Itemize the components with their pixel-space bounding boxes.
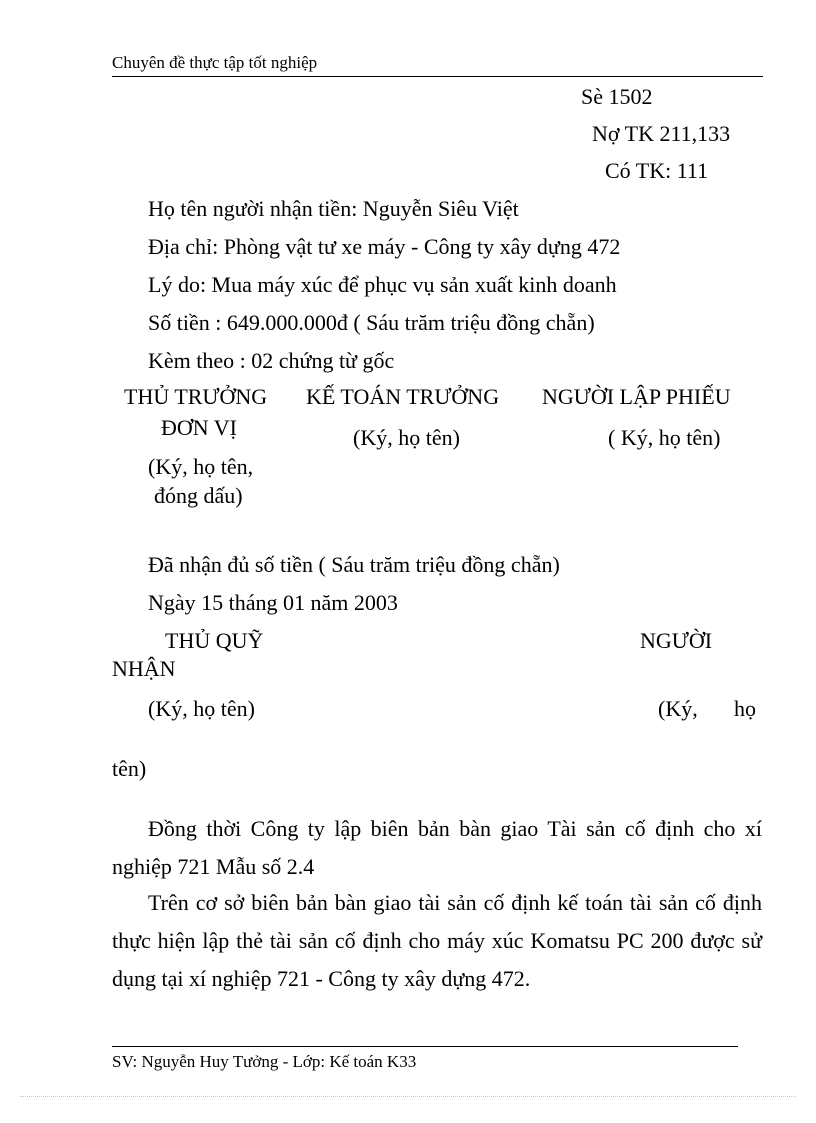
recipient-line: Họ tên người nhận tiền: Nguyễn Siêu Việt: [148, 196, 519, 221]
footer-rule: [112, 1046, 738, 1047]
sig-preparer-title: NGƯỜI LẬP PHIẾU: [542, 384, 731, 409]
address-line: Địa chỉ: Phòng vật tư xe máy - Công ty xây dựng 472: [148, 234, 621, 259]
voucher-number: Sè 1502: [581, 84, 653, 109]
sig-preparer-note: ( Ký, họ tên): [608, 425, 721, 450]
receiver-title-part1: NGƯỜI: [640, 628, 713, 653]
paragraph-handover: Đồng thời Công ty lập biên bản bàn giao Tài sản cố định cho xí nghiệp 721 Mẫu số 2.4: [112, 816, 762, 879]
header-rule: [112, 76, 763, 77]
sig-head-note-1: (Ký, họ tên,: [148, 454, 254, 479]
sig-head-note-2: đóng dấu): [154, 483, 243, 508]
receiver-note-part3: tên): [112, 756, 147, 781]
receiver-note-part1: (Ký,: [658, 696, 698, 721]
paragraph-asset-card: Trên cơ sở biên bản bàn giao tài sản cố định kế toán tài sản cố định thực hiện lập thẻ tài sản cố định cho máy xúc Komatsu PC 200 được sử dụng tại xí nghiệp 721 - Công ty xây dựng 472.: [112, 890, 762, 991]
receiver-note-part2: họ: [734, 696, 756, 721]
page-edge-dotted-line: [20, 1096, 796, 1097]
page-header-title: Chuyên đề thực tập tốt nghiệp: [112, 53, 318, 72]
cashier-note: (Ký, họ tên): [148, 696, 255, 721]
voucher-credit: Có TK: 111: [605, 158, 709, 183]
amount-line: Số tiền : 649.000.000đ ( Sáu trăm triệu đồng chẵn): [148, 310, 595, 335]
sig-chief-note: (Ký, họ tên): [353, 425, 460, 450]
reason-line: Lý do: Mua máy xúc để phục vụ sản xuất kinh doanh: [148, 272, 617, 297]
receiver-title-part2: NHẬN: [112, 656, 176, 681]
footer-text: SV: Nguyễn Huy Tưởng - Lớp: Kế toán K33: [112, 1052, 417, 1071]
attached-line: Kèm theo : 02 chứng từ gốc: [148, 348, 395, 373]
received-line: Đã nhận đủ số tiền ( Sáu trăm triệu đồng chẵn): [148, 552, 560, 577]
sig-chief-title: KẾ TOÁN TRƯỞNG: [306, 384, 500, 409]
sig-head-title-2: ĐƠN VỊ: [161, 415, 237, 440]
sig-head-title-1: THỦ TRƯỞNG: [124, 384, 268, 409]
date-line: Ngày 15 tháng 01 năm 2003: [148, 590, 398, 615]
cashier-title: THỦ QUỸ: [165, 628, 264, 653]
voucher-debit: Nợ TK 211,133: [592, 121, 731, 146]
